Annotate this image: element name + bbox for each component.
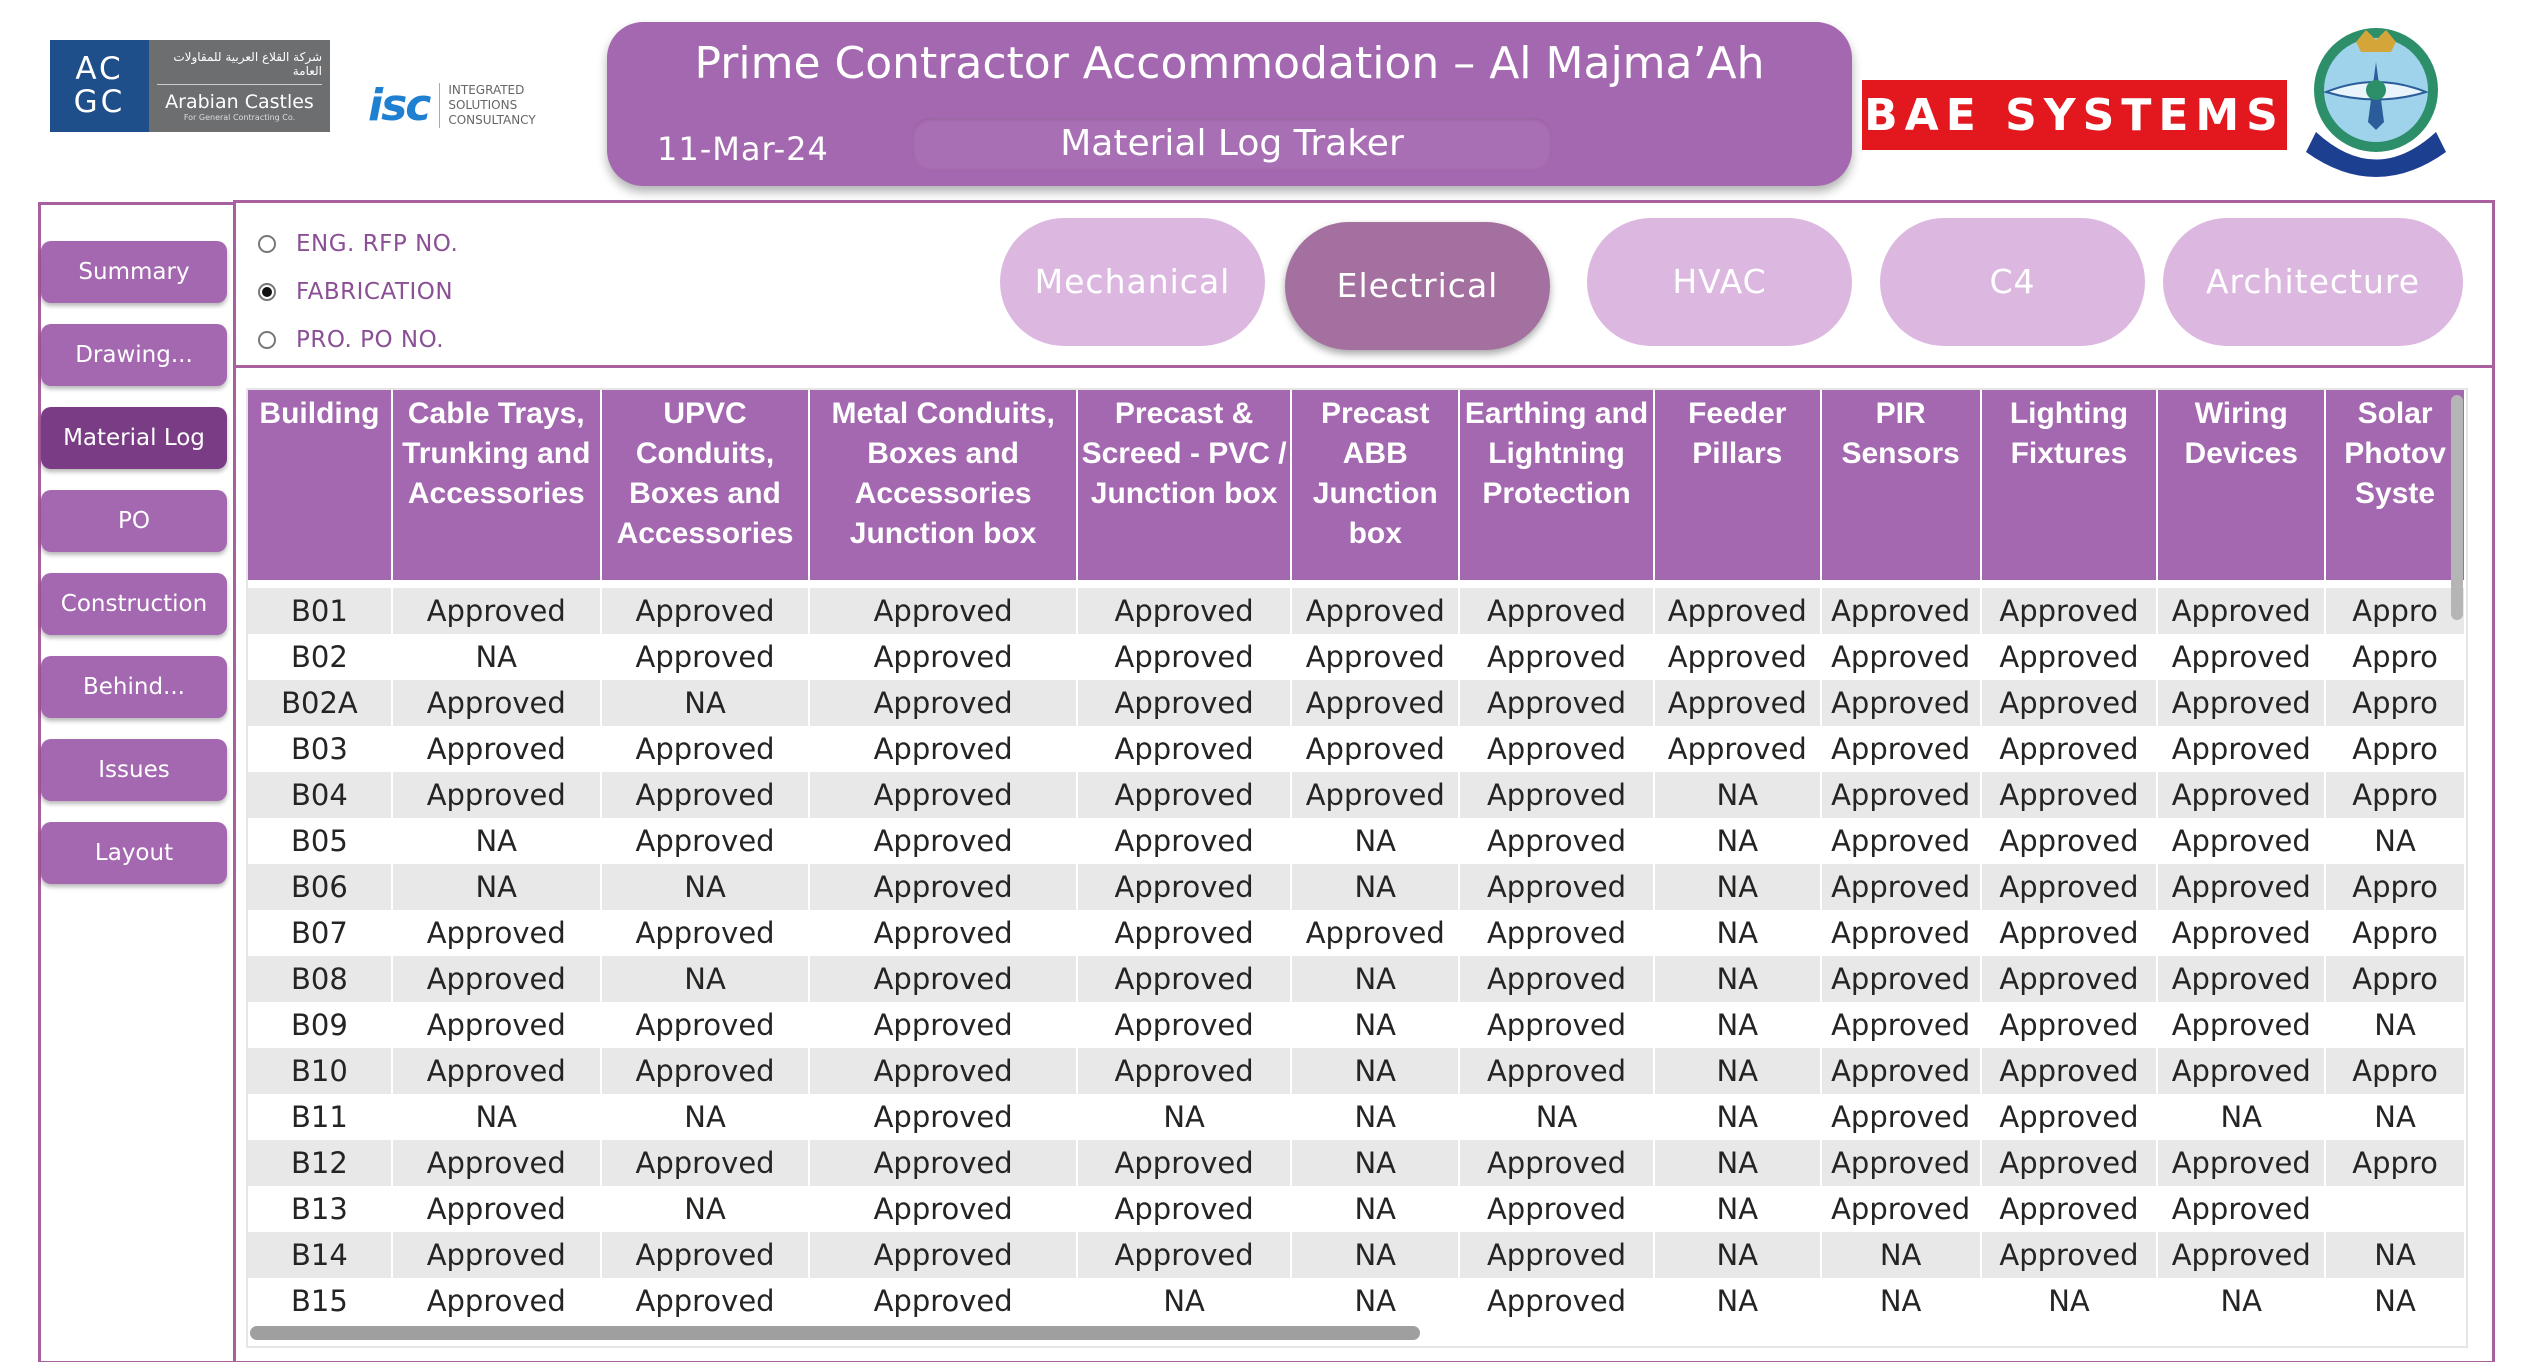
discipline-c4-button[interactable]: C4 [1880,218,2145,346]
status-cell: NA [1291,1002,1459,1048]
building-cell: B14 [248,1232,392,1278]
isc-logo-mark: isc [368,79,430,131]
status-cell: Approved [601,726,810,772]
status-cell: NA [1291,1232,1459,1278]
radio-eng-rfp-indicator[interactable] [258,235,276,253]
status-cell: NA [1821,1278,1981,1324]
building-cell: B12 [248,1140,392,1186]
status-cell: Approved [1077,726,1292,772]
building-cell: B10 [248,1048,392,1094]
status-cell: NA [1291,956,1459,1002]
page-title: Prime Contractor Accommodation – Al Majma’Ah [694,38,1765,89]
page-subtitle: Material Log Traker [912,118,1552,170]
status-cell: Approved [2157,726,2325,772]
status-cell: Approved [1077,1048,1292,1094]
status-cell: Approved [809,588,1076,634]
status-cell: Approved [1821,1094,1981,1140]
status-cell: Approved [1077,1002,1292,1048]
table-row[interactable] [248,1048,2465,1094]
column-header[interactable]: UPVC Conduits, Boxes and Accessories [601,390,810,580]
nav-summary-button[interactable]: Summary [41,241,227,303]
building-cell: B07 [248,910,392,956]
status-cell: Approved [809,726,1076,772]
status-cell: Approved [1821,588,1981,634]
status-cell: Approved [809,956,1076,1002]
radio-fabrication-label: FABRICATION [296,279,454,305]
building-cell: B15 [248,1278,392,1324]
filter-divider [233,365,2495,368]
status-cell: NA [2325,818,2465,864]
status-cell: Approved [809,680,1076,726]
acgc-logo-line2: GC [73,84,126,120]
status-cell: Approved [392,1232,601,1278]
status-cell: Approved [809,1186,1076,1232]
status-cell: NA [2157,1278,2325,1324]
status-cell: Approved [601,1278,810,1324]
acgc-logo-name: Arabian Castles [165,91,314,113]
column-header[interactable]: Wiring Devices [2157,390,2325,580]
acgc-logo-mark [50,40,149,132]
status-cell: NA [601,680,810,726]
title-banner [607,22,1852,186]
column-header[interactable]: PIR Sensors [1821,390,1981,580]
status-cell: Approved [809,1002,1076,1048]
status-cell: Approved [1981,864,2158,910]
status-cell: Approved [1077,910,1292,956]
status-cell: Approved [1981,726,2158,772]
status-cell: Approved [2157,864,2325,910]
radio-pro-po-label: PRO. PO NO. [296,327,445,353]
stage-filter-radio-group [258,220,458,364]
radio-pro-po[interactable] [258,316,458,364]
status-cell: Approved [2157,588,2325,634]
status-cell: NA [601,1094,810,1140]
status-cell: Approved [2157,1232,2325,1278]
status-cell: Appro [2325,910,2465,956]
status-cell: Approved [1459,680,1654,726]
status-cell: Approved [392,956,601,1002]
vertical-scrollbar[interactable] [2451,395,2463,620]
status-cell: NA [392,818,601,864]
status-cell: NA [2157,1094,2325,1140]
status-cell: NA [601,956,810,1002]
status-cell: Approved [2157,910,2325,956]
table-header-row [248,390,2465,580]
column-header[interactable]: Lighting Fixtures [1981,390,2158,580]
status-cell: NA [1077,1094,1292,1140]
status-cell: NA [1291,818,1459,864]
status-cell: Approved [809,1048,1076,1094]
report-date: 11-Mar-24 [657,130,829,168]
isc-logo [368,78,588,132]
building-cell: B13 [248,1186,392,1232]
status-cell: NA [1654,1140,1821,1186]
status-cell: Approved [1821,772,1981,818]
column-header[interactable]: Feeder Pillars [1654,390,1821,580]
table-row[interactable] [248,1002,2465,1048]
column-header[interactable]: Metal Conduits, Boxes and Accessories Junction box [809,390,1076,580]
table-row[interactable] [248,818,2465,864]
status-cell: NA [1654,910,1821,956]
status-cell: Approved [1821,864,1981,910]
status-cell: NA [1654,1094,1821,1140]
building-cell: B02A [248,680,392,726]
status-cell: Approved [1459,1002,1654,1048]
building-cell: B03 [248,726,392,772]
status-cell: Approved [809,634,1076,680]
isc-logo-text [439,83,535,128]
status-cell: Approved [2157,1002,2325,1048]
radio-eng-rfp-label: ENG. RFP NO. [296,231,459,257]
status-cell: NA [2325,1278,2465,1324]
status-cell: Approved [1459,634,1654,680]
nav-material-log-button[interactable]: Material Log [41,407,227,469]
status-cell: Approved [1459,864,1654,910]
table-body [248,588,2465,1324]
status-cell: NA [392,634,601,680]
status-cell: Approved [2157,1048,2325,1094]
status-cell: NA [1291,1278,1459,1324]
nav-po-button[interactable]: PO [41,490,227,552]
status-cell: Appro [2325,956,2465,1002]
nav-layout-button[interactable]: Layout [41,822,227,884]
status-cell: NA [2325,1232,2465,1278]
table-row[interactable] [248,680,2465,726]
status-cell: Appro [2325,864,2465,910]
status-cell [2325,1186,2465,1232]
status-cell: Approved [1077,772,1292,818]
status-cell: NA [1654,1048,1821,1094]
status-cell: Approved [1459,588,1654,634]
column-header[interactable]: Precast ABB Junction box [1291,390,1459,580]
table-row[interactable] [248,1140,2465,1186]
status-cell: Approved [1459,1048,1654,1094]
status-cell: Approved [1077,1140,1292,1186]
status-cell: Approved [1291,634,1459,680]
status-cell: Approved [392,680,601,726]
status-cell: Approved [809,864,1076,910]
status-cell: Approved [809,818,1076,864]
building-cell: B06 [248,864,392,910]
status-cell: NA [601,1186,810,1232]
acgc-logo-line1: AC [75,51,124,87]
status-cell: NA [601,864,810,910]
column-header[interactable]: Cable Trays, Trunking and Accessories [392,390,601,580]
status-cell: NA [392,1094,601,1140]
isc-logo-line2: SOLUTIONS [448,97,518,112]
table-row[interactable] [248,1094,2465,1140]
status-cell: Approved [1821,910,1981,956]
status-cell: Approved [1821,1048,1981,1094]
status-cell: Appro [2325,772,2465,818]
status-cell: Appro [2325,588,2465,634]
status-cell: NA [1654,1002,1821,1048]
status-cell: Approved [601,818,810,864]
status-cell: Approved [601,772,810,818]
status-cell: Approved [1821,956,1981,1002]
status-cell: Approved [1459,1278,1654,1324]
discipline-architecture-button[interactable]: Architecture [2163,218,2463,346]
table-header-separator [248,580,2465,588]
status-cell: Approved [1077,864,1292,910]
status-cell: Approved [1459,772,1654,818]
status-cell: Approved [1077,680,1292,726]
status-cell: NA [2325,1094,2465,1140]
nav-behind-button[interactable]: Behind... [41,656,227,718]
status-cell: Approved [392,1048,601,1094]
status-cell: Approved [1821,1186,1981,1232]
status-cell: Approved [1654,726,1821,772]
column-header[interactable]: Earthing and Lightning Protection [1459,390,1654,580]
building-cell: B05 [248,818,392,864]
status-cell: Approved [2157,772,2325,818]
status-cell: Approved [809,1140,1076,1186]
status-cell: Approved [1077,634,1292,680]
building-cell: B11 [248,1094,392,1140]
status-cell: Approved [2157,680,2325,726]
status-cell: NA [1291,864,1459,910]
status-cell: NA [1654,818,1821,864]
status-cell: Approved [1459,726,1654,772]
status-cell: Approved [601,1140,810,1186]
status-cell: Approved [1077,1232,1292,1278]
table-row[interactable] [248,588,2465,634]
status-cell: Approved [1077,818,1292,864]
status-cell: Approved [2157,956,2325,1002]
status-cell: Approved [1981,772,2158,818]
status-cell: Approved [1654,634,1821,680]
status-cell: Approved [392,1278,601,1324]
status-cell: NA [1459,1094,1654,1140]
status-cell: Approved [1654,680,1821,726]
status-cell: Approved [1981,1002,2158,1048]
status-cell: Approved [392,1002,601,1048]
status-cell: NA [1077,1278,1292,1324]
status-cell: Approved [1981,956,2158,1002]
status-cell: Approved [392,588,601,634]
status-cell: NA [1291,1140,1459,1186]
status-cell: NA [1654,772,1821,818]
bae-systems-logo: BAE SYSTEMS [1862,80,2287,150]
status-cell: Approved [601,634,810,680]
status-cell: NA [1654,1278,1821,1324]
status-cell: Approved [601,588,810,634]
status-cell: Approved [1981,1140,2158,1186]
status-cell: Approved [601,1002,810,1048]
status-cell: Appro [2325,634,2465,680]
status-cell: Approved [1981,634,2158,680]
column-header[interactable]: Solar Photov Syste [2325,390,2465,580]
status-cell: Approved [1459,1186,1654,1232]
status-cell: Approved [1981,1048,2158,1094]
status-cell: Appro [2325,1140,2465,1186]
status-cell: Approved [809,772,1076,818]
status-cell: NA [1291,1048,1459,1094]
table-row[interactable] [248,772,2465,818]
status-cell: Approved [1459,818,1654,864]
status-cell: NA [1654,864,1821,910]
status-cell: Approved [809,1278,1076,1324]
acgc-logo [50,40,330,132]
status-cell: NA [1291,1186,1459,1232]
horizontal-scrollbar[interactable] [250,1326,1420,1340]
acgc-logo-text [149,40,330,132]
status-cell: Approved [392,726,601,772]
column-header[interactable]: Precast & Screed - PVC / Junction box [1077,390,1292,580]
table-row[interactable] [248,910,2465,956]
building-cell: B01 [248,588,392,634]
status-cell: Approved [1459,956,1654,1002]
status-cell: NA [1654,1186,1821,1232]
status-cell: NA [1654,956,1821,1002]
status-cell: NA [2325,1002,2465,1048]
status-cell: Approved [1981,1186,2158,1232]
status-cell: Approved [2157,1186,2325,1232]
status-cell: Approved [1821,634,1981,680]
status-cell: Approved [392,1186,601,1232]
status-cell: Approved [809,1094,1076,1140]
status-cell: Approved [601,1232,810,1278]
status-cell: Approved [1821,726,1981,772]
status-cell: Approved [1821,1002,1981,1048]
status-cell: Approved [809,1232,1076,1278]
status-cell: Approved [2157,1140,2325,1186]
radio-fabrication-indicator[interactable] [258,283,276,301]
isc-logo-line3: CONSULTANCY [448,112,536,127]
status-cell: NA [392,864,601,910]
table-row[interactable] [248,1278,2465,1324]
status-cell: Approved [1981,588,2158,634]
table-row[interactable] [248,1186,2465,1232]
table-row[interactable] [248,1232,2465,1278]
status-cell: Approved [1981,818,2158,864]
isc-logo-line1: INTEGRATED [448,82,525,97]
status-cell: Approved [809,910,1076,956]
table-row[interactable] [248,864,2465,910]
radio-fabrication[interactable] [258,268,458,316]
status-cell: NA [1821,1232,1981,1278]
status-cell: Approved [2157,818,2325,864]
status-cell: Approved [1459,1232,1654,1278]
status-cell: Approved [601,910,810,956]
status-cell: Approved [1459,1140,1654,1186]
status-cell: NA [1981,1278,2158,1324]
discipline-hvac-button[interactable]: HVAC [1587,218,1852,346]
status-cell: Appro [2325,1048,2465,1094]
status-cell: Approved [1291,680,1459,726]
status-cell: NA [1291,1094,1459,1140]
status-cell: Approved [392,772,601,818]
status-cell: Approved [392,910,601,956]
status-cell: Approved [1077,1186,1292,1232]
table-row[interactable] [248,634,2465,680]
status-cell: Approved [392,1140,601,1186]
status-cell: Approved [1459,910,1654,956]
status-cell: Approved [601,1048,810,1094]
table-row[interactable] [248,956,2465,1002]
building-cell: B04 [248,772,392,818]
status-cell: Approved [1821,680,1981,726]
discipline-mechanical-button[interactable]: Mechanical [1000,218,1265,346]
nav-construction-button[interactable]: Construction [41,573,227,635]
status-cell: Approved [1291,588,1459,634]
status-cell: Approved [1077,956,1292,1002]
column-header[interactable]: Building [248,390,392,580]
table-header-separator-cell [248,580,2465,588]
status-cell: Approved [1291,772,1459,818]
status-cell: Approved [1981,1094,2158,1140]
radio-pro-po-indicator[interactable] [258,331,276,349]
status-cell: Approved [1981,1232,2158,1278]
status-cell: Appro [2325,726,2465,772]
status-cell: Approved [2157,634,2325,680]
status-cell: Approved [1981,680,2158,726]
table-row[interactable] [248,726,2465,772]
nav-drawing-button[interactable]: Drawing... [41,324,227,386]
status-cell: Approved [1821,1140,1981,1186]
status-cell: Approved [1981,910,2158,956]
status-cell: Approved [1821,818,1981,864]
status-cell: Approved [1654,588,1821,634]
building-cell: B02 [248,634,392,680]
radio-eng-rfp[interactable] [258,220,458,268]
status-cell: Approved [1291,910,1459,956]
status-cell: Approved [1077,588,1292,634]
status-cell: Appro [2325,680,2465,726]
discipline-electrical-button[interactable]: Electrical [1285,222,1550,350]
status-cell: NA [1654,1232,1821,1278]
acgc-logo-sub: For General Contracting Co. [183,113,296,122]
material-log-table [248,390,2466,1324]
building-cell: B08 [248,956,392,1002]
nav-issues-button[interactable]: Issues [41,739,227,801]
building-cell: B09 [248,1002,392,1048]
acgc-logo-arabic: شركة القلاع العربية للمقاولات العامة [157,50,322,85]
rsaf-emblem-icon [2296,12,2456,177]
material-log-table-container[interactable] [246,388,2468,1348]
status-cell: Approved [1291,726,1459,772]
